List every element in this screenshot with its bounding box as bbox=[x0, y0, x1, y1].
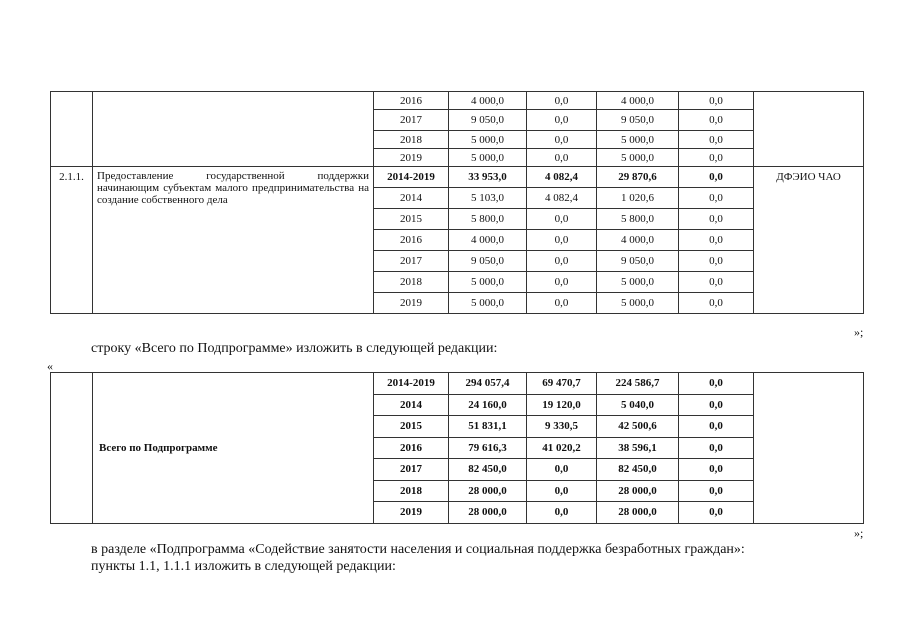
value-cell: 0,0 bbox=[679, 149, 754, 167]
value-cell: 0,0 bbox=[527, 459, 597, 481]
value-cell: 5 000,0 bbox=[597, 149, 679, 167]
value-cell: 5 800,0 bbox=[597, 209, 679, 230]
year-cell: 2016 bbox=[374, 230, 449, 251]
value-cell: 28 000,0 bbox=[597, 480, 679, 502]
value-cell: 42 500,6 bbox=[597, 416, 679, 438]
total-cell: 5 800,0 bbox=[449, 209, 527, 230]
value-cell: 38 596,1 bbox=[597, 437, 679, 459]
subprogram-total-body bbox=[51, 373, 864, 524]
year-cell: 2016 bbox=[374, 92, 449, 110]
year-cell: 2018 bbox=[374, 131, 449, 149]
value-cell: 82 450,0 bbox=[597, 459, 679, 481]
total-cell: 5 000,0 bbox=[449, 149, 527, 167]
value-cell: 5 000,0 bbox=[597, 272, 679, 293]
value-cell: 0,0 bbox=[527, 251, 597, 272]
item-description-text: Предоставление государственной поддержки начинающим субъектам малого предпринимательства на создание собственного дела bbox=[97, 170, 369, 206]
total-cell: 51 831,1 bbox=[449, 416, 527, 438]
total-cell: 79 616,3 bbox=[449, 437, 527, 459]
empty-cell bbox=[93, 92, 374, 167]
year-cell: 2017 bbox=[374, 110, 449, 131]
year-cell: 2015 bbox=[374, 209, 449, 230]
opening-quote: « bbox=[47, 359, 53, 373]
value-cell: 0,0 bbox=[527, 480, 597, 502]
empty-cell bbox=[754, 92, 864, 167]
value-cell: 0,0 bbox=[679, 459, 754, 481]
value-cell: 0,0 bbox=[679, 92, 754, 110]
total-cell: 5 000,0 bbox=[449, 131, 527, 149]
year-cell: 2014 bbox=[374, 394, 449, 416]
value-cell: 0,0 bbox=[679, 209, 754, 230]
value-cell: 224 586,7 bbox=[597, 373, 679, 395]
total-cell: 24 160,0 bbox=[449, 394, 527, 416]
value-cell: 0,0 bbox=[527, 272, 597, 293]
total-cell: 28 000,0 bbox=[449, 502, 527, 524]
value-cell: 0,0 bbox=[679, 293, 754, 314]
value-cell: 41 020,2 bbox=[527, 437, 597, 459]
paragraph: в разделе «Подпрограмма «Содействие занятости населения и социальная поддержка безработных граждан»: bbox=[91, 542, 745, 557]
year-cell: 2019 bbox=[374, 502, 449, 524]
value-cell: 0,0 bbox=[679, 272, 754, 293]
value-cell: 19 120,0 bbox=[527, 394, 597, 416]
value-cell: 5 000,0 bbox=[597, 293, 679, 314]
year-cell: 2019 bbox=[374, 149, 449, 167]
value-cell: 9 330,5 bbox=[527, 416, 597, 438]
value-cell: 5 000,0 bbox=[597, 131, 679, 149]
value-cell: 0,0 bbox=[679, 188, 754, 209]
value-cell: 0,0 bbox=[527, 110, 597, 131]
budget-table-item-2-1-1 bbox=[50, 91, 864, 314]
value-cell: 4 000,0 bbox=[597, 230, 679, 251]
value-cell: 0,0 bbox=[527, 209, 597, 230]
value-cell: 0,0 bbox=[679, 110, 754, 131]
year-cell: 2014-2019 bbox=[374, 373, 449, 395]
item-description bbox=[93, 167, 374, 314]
empty-cell bbox=[51, 92, 93, 167]
table-row bbox=[51, 167, 864, 188]
year-cell: 2015 bbox=[374, 416, 449, 438]
subprogram-total-table bbox=[50, 372, 864, 524]
subprogram-total-label: Всего по Подпрограмме bbox=[93, 373, 374, 524]
value-cell: 5 040,0 bbox=[597, 394, 679, 416]
total-cell: 5 103,0 bbox=[449, 188, 527, 209]
executor-cell: ДФЭИО ЧАО bbox=[754, 167, 864, 314]
year-cell: 2016 bbox=[374, 437, 449, 459]
value-cell: 4 082,4 bbox=[527, 167, 597, 188]
table-row bbox=[51, 373, 864, 395]
value-cell: 0,0 bbox=[679, 131, 754, 149]
value-cell: 0,0 bbox=[679, 230, 754, 251]
value-cell: 0,0 bbox=[527, 131, 597, 149]
value-cell: 9 050,0 bbox=[597, 110, 679, 131]
value-cell: 69 470,7 bbox=[527, 373, 597, 395]
total-cell: 82 450,0 bbox=[449, 459, 527, 481]
closing-quote: »; bbox=[854, 325, 864, 339]
value-cell: 0,0 bbox=[527, 149, 597, 167]
paragraph: пункты 1.1, 1.1.1 изложить в следующей редакции: bbox=[91, 559, 396, 574]
total-cell: 5 000,0 bbox=[449, 293, 527, 314]
total-cell: 294 057,4 bbox=[449, 373, 527, 395]
item-number: 2.1.1. bbox=[51, 167, 93, 314]
value-cell: 0,0 bbox=[679, 480, 754, 502]
empty-cell bbox=[51, 373, 93, 524]
value-cell: 0,0 bbox=[679, 416, 754, 438]
year-cell: 2018 bbox=[374, 272, 449, 293]
total-cell: 5 000,0 bbox=[449, 272, 527, 293]
value-cell: 0,0 bbox=[527, 293, 597, 314]
budget-table-body bbox=[51, 92, 864, 314]
year-cell: 2017 bbox=[374, 251, 449, 272]
total-cell: 4 000,0 bbox=[449, 92, 527, 110]
year-cell: 2019 bbox=[374, 293, 449, 314]
year-cell: 2017 bbox=[374, 459, 449, 481]
value-cell: 0,0 bbox=[527, 230, 597, 251]
value-cell: 0,0 bbox=[679, 502, 754, 524]
closing-quote: »; bbox=[854, 526, 864, 540]
value-cell: 0,0 bbox=[527, 502, 597, 524]
empty-cell bbox=[754, 373, 864, 524]
value-cell: 0,0 bbox=[679, 167, 754, 188]
value-cell: 0,0 bbox=[527, 92, 597, 110]
total-cell: 28 000,0 bbox=[449, 480, 527, 502]
total-cell: 33 953,0 bbox=[449, 167, 527, 188]
value-cell: 0,0 bbox=[679, 251, 754, 272]
year-cell: 2018 bbox=[374, 480, 449, 502]
total-cell: 4 000,0 bbox=[449, 230, 527, 251]
value-cell: 0,0 bbox=[679, 394, 754, 416]
year-cell: 2014-2019 bbox=[374, 167, 449, 188]
value-cell: 9 050,0 bbox=[597, 251, 679, 272]
year-cell: 2014 bbox=[374, 188, 449, 209]
value-cell: 29 870,6 bbox=[597, 167, 679, 188]
value-cell: 4 000,0 bbox=[597, 92, 679, 110]
value-cell: 1 020,6 bbox=[597, 188, 679, 209]
value-cell: 4 082,4 bbox=[527, 188, 597, 209]
value-cell: 0,0 bbox=[679, 373, 754, 395]
total-cell: 9 050,0 bbox=[449, 251, 527, 272]
total-cell: 9 050,0 bbox=[449, 110, 527, 131]
value-cell: 0,0 bbox=[679, 437, 754, 459]
value-cell: 28 000,0 bbox=[597, 502, 679, 524]
table-row bbox=[51, 92, 864, 110]
paragraph: строку «Всего по Подпрограмме» изложить в следующей редакции: bbox=[91, 341, 498, 356]
